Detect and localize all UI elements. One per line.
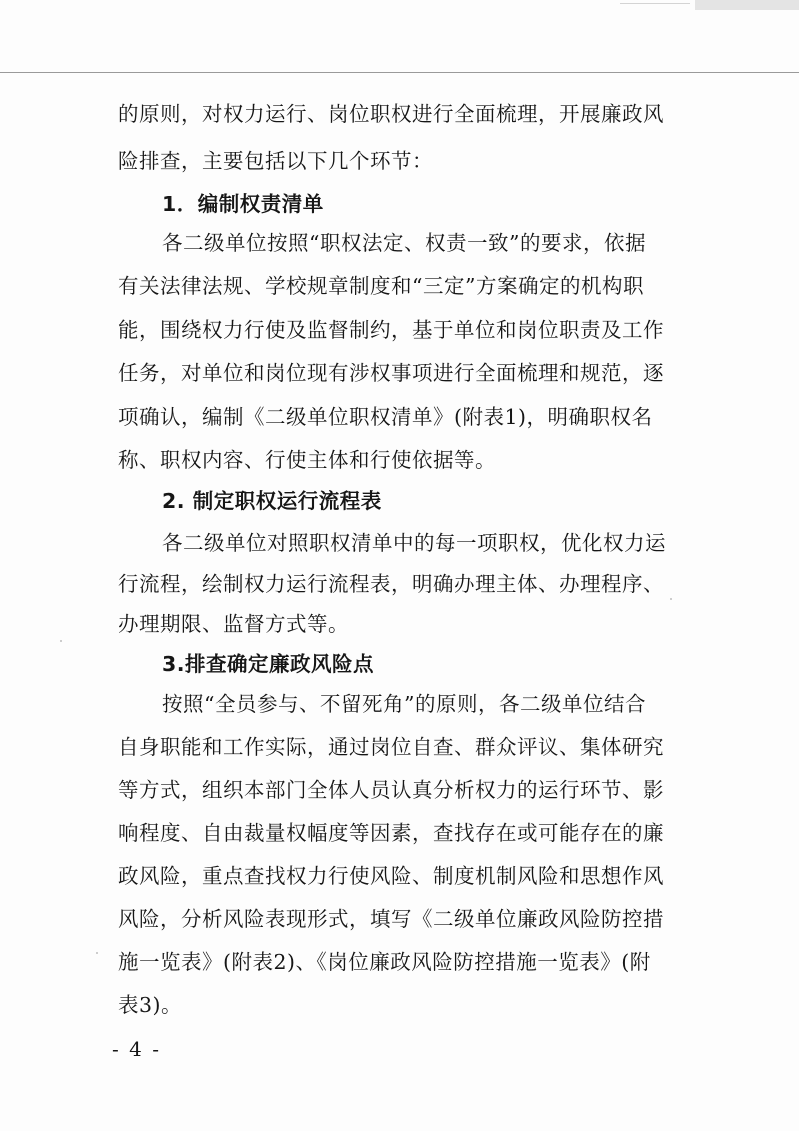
paragraph-line: 险排查，主要包括以下几个环节： <box>118 149 433 173</box>
section-heading-1: 1．编制权责清单 <box>162 192 324 216</box>
paragraph-line: 能，围绕权力行使及监督制约，基于单位和岗位职责及工作 <box>118 318 664 342</box>
paragraph-line: 项确认，编制《二级单位职权清单》(附表1)，明确职权名 <box>118 405 653 429</box>
paragraph-line: 风险，分析风险表现形式，填写《二级单位廉政风险防控措 <box>118 907 664 931</box>
scan-speck <box>96 952 98 954</box>
paragraph-line: 自身职能和工作实际，通过岗位自查、群众评议、集体研究 <box>118 735 664 759</box>
paragraph-line: 等方式，组织本部门全体人员认真分析权力的运行环节、影 <box>118 778 664 802</box>
paragraph-line: 任务，对单位和岗位现有涉权事项进行全面梳理和规范，逐 <box>118 361 664 385</box>
page-number: - 4 - <box>112 1037 161 1061</box>
paragraph-line: 的原则，对权力运行、岗位职权进行全面梳理，开展廉政风 <box>118 102 664 126</box>
paragraph-line: 称、职权内容、行使主体和行使依据等。 <box>118 448 496 472</box>
scan-edge-mark <box>695 0 799 10</box>
paragraph-line: 各二级单位按照“职权法定、权责一致”的要求，依据 <box>162 231 646 255</box>
paragraph-line: 政风险，重点查找权力行使风险、制度机制风险和思想作风 <box>118 864 664 888</box>
header-rule <box>0 72 799 73</box>
scan-edge-line <box>620 3 690 4</box>
scan-speck <box>670 598 672 600</box>
paragraph-line: 各二级单位对照职权清单中的每一项职权，优化权力运 <box>162 531 666 555</box>
section-heading-2: 2. 制定职权运行流程表 <box>162 489 382 513</box>
paragraph-line: 行流程，绘制权力运行流程表，明确办理主体、办理程序、 <box>118 572 664 596</box>
section-heading-3: 3.排查确定廉政风险点 <box>162 652 375 676</box>
paragraph-line: 按照“全员参与、不留死角”的原则，各二级单位结合 <box>162 692 646 716</box>
scan-speck <box>60 640 62 642</box>
paragraph-line: 响程度、自由裁量权幅度等因素，查找存在或可能存在的廉 <box>118 821 664 845</box>
paragraph-line: 有关法律法规、学校规章制度和“三定”方案确定的机构职 <box>118 274 644 298</box>
paragraph-line: 施一览表》(附表2)、《岗位廉政风险防控措施一览表》(附 <box>118 950 651 974</box>
paragraph-line: 办理期限、监督方式等。 <box>118 612 349 636</box>
paragraph-line: 表3)。 <box>118 993 183 1017</box>
